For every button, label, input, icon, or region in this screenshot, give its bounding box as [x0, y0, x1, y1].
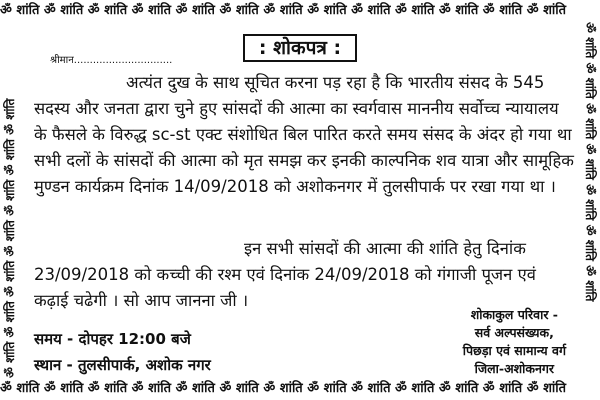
event-time: समय - दोपहर 12:00 बजे	[34, 330, 191, 348]
salutation: श्रीमान...............................	[50, 55, 173, 66]
border-right	[580, 22, 600, 378]
border-bottom: ॐ शांति ॐ शांति ॐ शांति ॐ शांति ॐ शांति ॐ शांति ॐ शांति ॐ शांति ॐ शांति ॐ शांति ॐ शांति ॐ शांति ॐ शांति	[0, 381, 567, 396]
page-title: : शोकपत्र :	[243, 34, 357, 62]
signature-line-3: पिछड़ा एवं सामान्य वर्ग	[462, 343, 566, 358]
signature-line-4: जिला-अशोकनगर	[474, 361, 555, 376]
signature-block	[463, 306, 566, 378]
event-details	[34, 326, 211, 378]
event-place: स्थान - तुलसीपार्क, अशोक नगर	[34, 356, 211, 374]
paragraph-1: अत्यंत दुख के साथ सूचित करना पड़ रहा है कि भारतीय संसद के 545 सदस्य और जनता द्वारा चुने हुए सांसदों की आत्मा का स्वर्गवास माननीय सर्वोच्च न्यायालय के फैसले के विरुद्ध sc-st एक्ट संशोधित बिल पारित करते समय संसद के अंदर हो गया था सभी दलों के सांसदों की आत्मा को मृत समझ कर इनकी काल्पनिक शव यात्रा और सामूहिक मुण्डन कार्यक्रम दिनांक 14/09/2018 को अशोकनगर में तुलसीपार्क पर रखा गया था ।	[34, 73, 574, 196]
border-left-text: ॐ शांति ॐ शांति ॐ शांति ॐ शांति ॐ शांति ॐ शांति ॐ शांति	[3, 98, 17, 378]
border-left	[0, 22, 20, 378]
signature-line-2: सर्व अल्पसंख्यक,	[474, 325, 554, 340]
paragraph-1-block	[34, 70, 574, 200]
paragraph-2-block	[34, 236, 574, 314]
border-right-text: ॐ शांति ॐ शांति ॐ शांति ॐ शांति ॐ शांति ॐ शांति ॐ शांति	[583, 22, 597, 302]
signature-line-1: शोकाकुल परिवार -	[470, 307, 558, 322]
border-top: ॐ शांति ॐ शांति ॐ शांति ॐ शांति ॐ शांति ॐ शांति ॐ शांति ॐ शांति ॐ शांति ॐ शांति ॐ शांति ॐ शांति ॐ शांति	[0, 3, 567, 18]
paragraph-2: इन सभी सांसदों की आत्मा की शांति हेतु दिनांक 23/09/2018 को कच्ची की रश्म एवं दिनांक 24/09/2018 को गंगाजी पूजन एवं कढ़ाई चढेगी । सो आप जानना जी ।	[34, 239, 536, 310]
